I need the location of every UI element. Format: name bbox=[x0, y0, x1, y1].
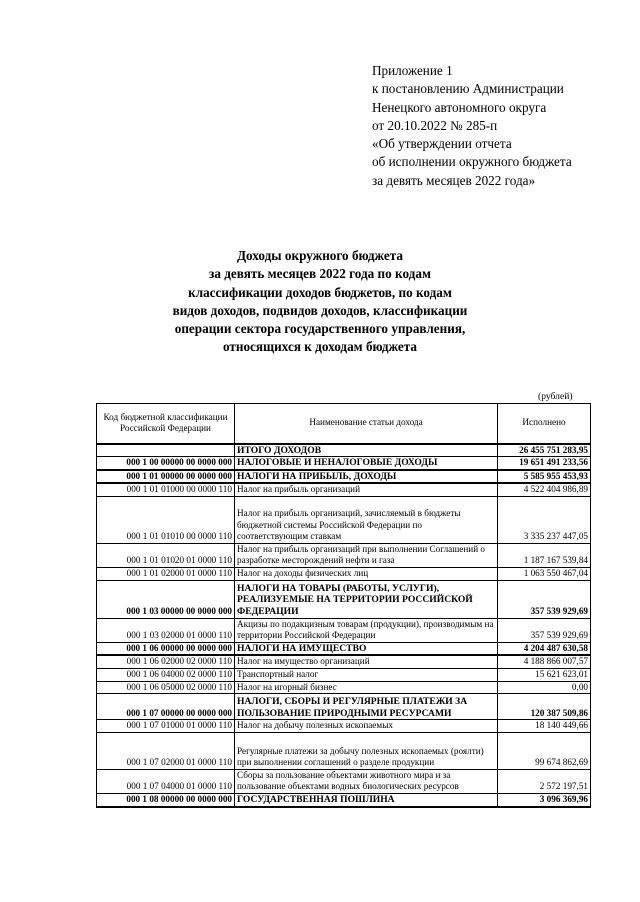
code-cell: 000 1 01 01010 00 0000 110 bbox=[97, 496, 235, 543]
name-cell: НАЛОГОВЫЕ И НЕНАЛОГОВЫЕ ДОХОДЫ bbox=[235, 457, 498, 470]
code-cell: 000 1 07 02000 01 0000 110 bbox=[97, 732, 235, 769]
amount-cell: 2 572 197,51 bbox=[498, 769, 591, 793]
table-row bbox=[97, 543, 591, 567]
table-header-row bbox=[97, 404, 591, 444]
name-cell: Сборы за пользование объектами животного мира и за пользование объектами водных биологических ресурсов bbox=[235, 769, 498, 793]
header-amount: Исполнено bbox=[498, 404, 591, 444]
title-line: относящихся к доходам бюджета bbox=[222, 339, 418, 355]
table-row bbox=[97, 568, 591, 581]
appendix-line: от 20.10.2022 № 285-п bbox=[372, 117, 498, 133]
code-cell: 000 1 06 05000 02 0000 110 bbox=[97, 681, 235, 694]
appendix-line: об исполнении окружного бюджета bbox=[372, 154, 572, 170]
amount-cell: 120 387 509,86 bbox=[498, 694, 591, 720]
appendix-block bbox=[372, 62, 572, 190]
table-row bbox=[97, 732, 591, 769]
title-line: видов доходов, подвидов доходов, классификации bbox=[172, 302, 468, 318]
table-row bbox=[97, 618, 591, 642]
table-row bbox=[97, 655, 591, 668]
appendix-line: «Об утверждении отчета bbox=[372, 136, 512, 152]
amount-cell: 4 522 404 986,89 bbox=[498, 483, 591, 496]
name-cell: НАЛОГИ НА ПРИБЫЛЬ, ДОХОДЫ bbox=[235, 470, 498, 484]
code-cell bbox=[97, 444, 235, 457]
amount-cell: 357 539 929,69 bbox=[498, 580, 591, 618]
name-cell: Налог на добычу полезных ископаемых bbox=[235, 720, 498, 733]
name-cell: Налог на прибыль организаций при выполнении Соглашений о разработке месторождений нефти и газа bbox=[235, 543, 498, 567]
appendix-line: Ненецкого автономного округа bbox=[372, 99, 547, 115]
name-cell: Налог на прибыль организаций, зачисляемый в бюджеты бюджетной системы Российской Федерации по соответствующим ставкам bbox=[235, 496, 498, 543]
name-cell: Налог на игорный бизнес bbox=[235, 681, 498, 694]
amount-cell: 4 188 866 007,57 bbox=[498, 655, 591, 668]
amount-cell: 26 455 751 283,95 bbox=[498, 444, 591, 457]
title-line: за девять месяцев 2022 года по кодам bbox=[209, 266, 431, 282]
table-row bbox=[97, 580, 591, 618]
table-row bbox=[97, 720, 591, 733]
table-row bbox=[97, 681, 591, 694]
code-cell: 000 1 06 00000 00 0000 000 bbox=[97, 642, 235, 655]
name-cell: Регулярные платежи за добычу полезных ископаемых (роялти) при выполнении соглашений о разделе продукции bbox=[235, 732, 498, 769]
units-label: (рублей) bbox=[538, 391, 573, 402]
amount-cell: 3 335 237 447,05 bbox=[498, 496, 591, 543]
code-cell: 000 1 06 04000 02 0000 110 bbox=[97, 669, 235, 682]
code-cell: 000 1 01 00000 00 0000 000 bbox=[97, 470, 235, 484]
code-cell: 000 1 07 01000 01 0000 110 bbox=[97, 720, 235, 733]
table-row bbox=[97, 496, 591, 543]
amount-cell: 4 204 487 630,58 bbox=[498, 642, 591, 655]
appendix-line: к постановлению Администрации bbox=[372, 81, 564, 97]
code-cell: 000 1 03 00000 00 0000 000 bbox=[97, 580, 235, 618]
code-cell: 000 1 01 01000 00 0000 110 bbox=[97, 483, 235, 496]
table-body bbox=[97, 444, 591, 807]
title-line: классификации доходов бюджетов, по кодам bbox=[188, 284, 452, 300]
table-row bbox=[97, 444, 591, 457]
amount-cell: 3 096 369,96 bbox=[498, 794, 591, 807]
amount-cell: 19 651 491 233,56 bbox=[498, 457, 591, 470]
amount-cell: 99 674 862,69 bbox=[498, 732, 591, 769]
table-row bbox=[97, 669, 591, 682]
code-cell: 000 1 06 02000 02 0000 110 bbox=[97, 655, 235, 668]
name-cell: Налог на прибыль организаций bbox=[235, 483, 498, 496]
code-cell: 000 1 01 02000 01 0000 110 bbox=[97, 568, 235, 581]
amount-cell: 18 140 449,66 bbox=[498, 720, 591, 733]
name-cell: Налог на доходы физических лиц bbox=[235, 568, 498, 581]
code-cell: 000 1 08 00000 00 0000 000 bbox=[97, 794, 235, 807]
table-row bbox=[97, 470, 591, 484]
amount-cell: 15 621 623,01 bbox=[498, 669, 591, 682]
name-cell: НАЛОГИ НА ТОВАРЫ (РАБОТЫ, УСЛУГИ), РЕАЛИЗУЕМЫЕ НА ТЕРРИТОРИИ РОССИЙСКОЙ ФЕДЕРАЦИИ bbox=[235, 580, 498, 618]
header-name: Наименование статьи дохода bbox=[235, 404, 498, 444]
table-row bbox=[97, 457, 591, 470]
code-cell: 000 1 07 00000 00 0000 000 bbox=[97, 694, 235, 720]
code-cell: 000 1 01 01020 01 0000 110 bbox=[97, 543, 235, 567]
amount-cell: 1 063 550 467,04 bbox=[498, 568, 591, 581]
amount-cell: 5 585 955 453,93 bbox=[498, 470, 591, 484]
name-cell: ГОСУДАРСТВЕННАЯ ПОШЛИНА bbox=[235, 794, 498, 807]
table-row bbox=[97, 483, 591, 496]
code-cell: 000 1 03 02000 01 0000 110 bbox=[97, 618, 235, 642]
name-cell: Акцизы по подакцизным товарам (продукции), производимым на территории Российской Федерации bbox=[235, 618, 498, 642]
income-table bbox=[96, 403, 591, 808]
table-row bbox=[97, 794, 591, 807]
title-line: Доходы окружного бюджета bbox=[236, 248, 404, 263]
name-cell: Транспортный налог bbox=[235, 669, 498, 682]
name-cell: ИТОГО ДОХОДОВ bbox=[235, 444, 498, 457]
header-code: Код бюджетной классификации Российской Федерации bbox=[97, 404, 235, 444]
table-row bbox=[97, 642, 591, 655]
name-cell: НАЛОГИ, СБОРЫ И РЕГУЛЯРНЫЕ ПЛАТЕЖИ ЗА ПОЛЬЗОВАНИЕ ПРИРОДНЫМИ РЕСУРСАМИ bbox=[235, 694, 498, 720]
name-cell: Налог на имущество организаций bbox=[235, 655, 498, 668]
code-cell: 000 1 00 00000 00 0000 000 bbox=[97, 457, 235, 470]
table-row bbox=[97, 769, 591, 793]
title-line: операции сектора государственного управления, bbox=[174, 321, 466, 337]
name-cell: НАЛОГИ НА ИМУЩЕСТВО bbox=[235, 642, 498, 655]
appendix-line: за девять месяцев 2022 года» bbox=[372, 172, 536, 188]
amount-cell: 0,00 bbox=[498, 681, 591, 694]
appendix-line: Приложение 1 bbox=[372, 63, 453, 78]
document-title bbox=[140, 247, 500, 357]
table-row bbox=[97, 694, 591, 720]
amount-cell: 1 187 167 539,84 bbox=[498, 543, 591, 567]
amount-cell: 357 539 929,69 bbox=[498, 618, 591, 642]
code-cell: 000 1 07 04000 01 0000 110 bbox=[97, 769, 235, 793]
